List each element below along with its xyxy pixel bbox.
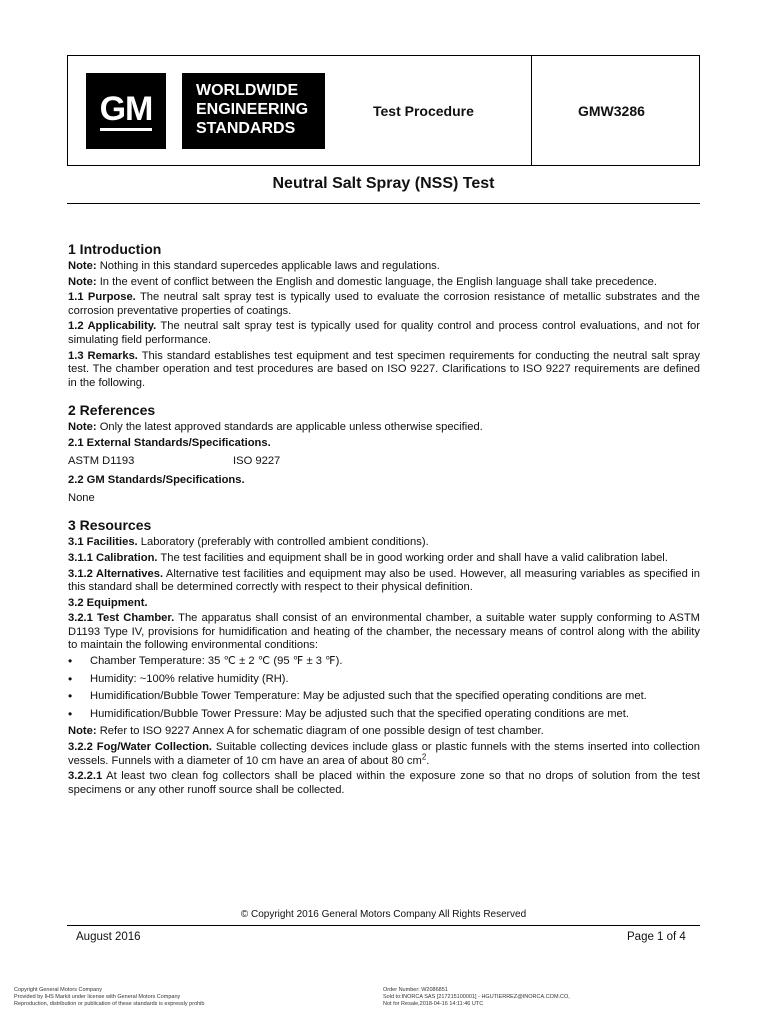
- page-title: Neutral Salt Spray (NSS) Test: [272, 175, 495, 192]
- external-standards-list: [68, 455, 700, 469]
- document-body: [68, 241, 700, 799]
- purpose-paragraph: 1.1 Purpose. The neutral salt spray test is typically used to evaluate the corrosion resistance of metallic substrates and the corrosion preventative properties of coatings.: [68, 291, 700, 317]
- title-rule: [67, 203, 700, 204]
- brand-line: STANDARDS: [196, 120, 296, 137]
- conditions-list: [68, 655, 700, 721]
- copyright-notice: © Copyright 2016 General Motors Company All Rights Reserved: [240, 909, 527, 920]
- list-item: • Humidification/Bubble Tower Temperature: May be adjusted such that the specified operating conditions are met.: [68, 690, 700, 704]
- note-paragraph: Note: Refer to ISO 9227 Annex A for schematic diagram of one possible design of test chamber.: [68, 725, 544, 738]
- footer-page-number: Page 1 of 4: [627, 931, 686, 943]
- brand-line: WORLDWIDE: [196, 82, 299, 99]
- header-divider: [531, 56, 532, 165]
- fine-print-right: Order Number: W2086851 Sold to:INORCA SAS [217215100001] - HGUTIERREZ@INORCA.COM.CO, Not for Resale,2018-04-16 14:11:46 UTC: [383, 987, 570, 1007]
- alternatives-paragraph: 3.1.2 Alternatives. Alternative test facilities and equipment may also be used. However, all measuring variables as specified in this standard shall be determined correctly with respect to their physical definition.: [68, 567, 700, 594]
- worldwide-engineering-standards-logo: [182, 73, 325, 149]
- header-box: [67, 55, 700, 166]
- list-item: • Chamber Temperature: 35 ℃ ± 2 ℃ (95 ℉ ± 3 ℉).: [68, 655, 700, 669]
- note-paragraph: Note: In the event of conflict between the English and domestic language, the English language shall take precedence.: [68, 275, 657, 288]
- applicability-paragraph: 1.2 Applicability. The neutral salt spray test is typically used for quality control and process control evaluations, and not for simulating field performance.: [68, 320, 700, 346]
- facilities-paragraph: 3.1 Facilities. Laboratory (preferably with controlled ambient conditions).: [68, 536, 429, 549]
- test-chamber-paragraph: 3.2.1 Test Chamber. The apparatus shall consist of an environmental chamber, a suitable water supply conforming to ASTM D1193 Type IV, provisions for humidification and heating of the chamber, the necessary means of control along with the ability to maintain the following environmental conditions:: [68, 612, 700, 652]
- standard-item: ISO 9227: [233, 454, 281, 467]
- section-heading-introduction: 1 Introduction: [68, 241, 162, 257]
- standard-item: ASTM D1193: [68, 454, 135, 467]
- fog-collectors-paragraph: 3.2.2.1 At least two clean fog collectors shall be placed within the exposure zone so that no drops of solution from the test specimens or any other runoff source shall be collected.: [68, 770, 700, 796]
- external-standards-heading: 2.1 External Standards/Specifications.: [68, 436, 271, 449]
- section-heading-resources: 3 Resources: [68, 517, 152, 534]
- fine-print-left: Copyright General Motors Company Provided by IHS Markit under license with General Motors Company Reproduction, distribution or publication of these standards is expressly prohib: [14, 987, 205, 1007]
- document-type: Test Procedure: [373, 103, 474, 119]
- note-paragraph: Note: Nothing in this standard supercedes applicable laws and regulations.: [68, 260, 440, 272]
- section-heading-references: 2 References: [68, 402, 156, 419]
- equipment-heading: 3.2 Equipment.: [68, 596, 148, 609]
- gm-standards-heading: 2.2 GM Standards/Specifications.: [68, 474, 245, 487]
- footer-rule: [67, 925, 700, 926]
- gm-logo-text: GM: [100, 92, 153, 131]
- list-item: • Humidification/Bubble Tower Pressure: May be adjusted such that the specified operating conditions are met.: [68, 708, 700, 722]
- document-number: GMW3286: [578, 103, 645, 119]
- list-item: • Humidity: ~100% relative humidity (RH).: [68, 673, 700, 687]
- brand-line: ENGINEERING: [196, 101, 309, 118]
- gm-logo: [86, 73, 166, 149]
- calibration-paragraph: 3.1.1 Calibration. The test facilities and equipment shall be in good working order and shall have a valid calibration label.: [68, 551, 668, 564]
- note-paragraph: Note: Only the latest approved standards are applicable unless otherwise specified.: [68, 421, 483, 434]
- remarks-paragraph: 1.3 Remarks. This standard establishes test equipment and test specimen requirements for conducting the neutral salt spray test. The chamber operation and test procedures are based on ISO 9227. Clarifications to ISO 9227 requirements are defined in the following.: [68, 349, 700, 389]
- fog-collection-paragraph: 3.2.2 Fog/Water Collection. Suitable collecting devices include glass or plastic funnels with the stems inserted into collection vessels. Funnels with a diameter of 10 cm have an area of about 80 $cm^2$.: [68, 741, 700, 767]
- footer-date: August 2016: [76, 931, 141, 943]
- gm-standards-value: None: [68, 491, 95, 504]
